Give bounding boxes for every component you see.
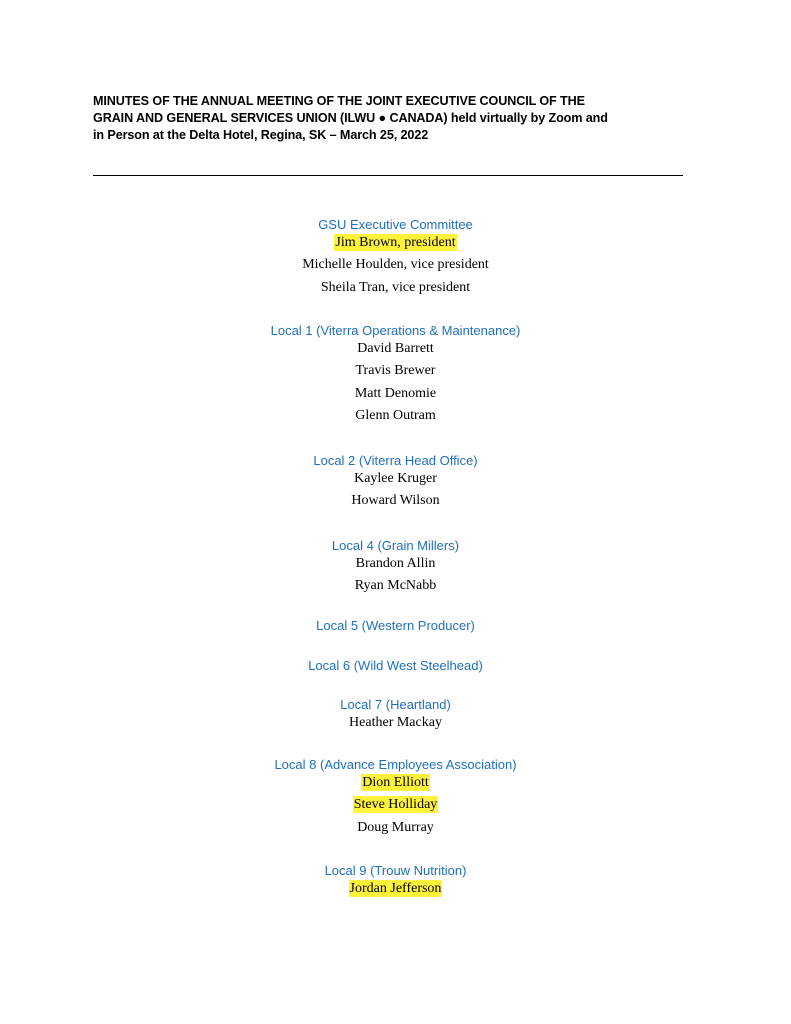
horizontal-rule [93,175,683,176]
name-text: Heather Mackay [349,715,442,730]
name-text: Kaylee Kruger [354,471,437,486]
name-text: Travis Brewer [355,363,436,379]
section-heading: Local 5 (Western Producer) [316,618,475,633]
member-name [0,406,791,426]
member-name [0,491,791,511]
section-heading: Local 1 (Viterra Operations & Maintenance) [270,323,521,338]
name-text: Ryan McNabb [354,578,437,594]
member-name [0,773,791,793]
name-text: Matt Denomie [354,385,437,401]
name-text: Brandon Allin [355,556,436,571]
section-heading: GSU Executive Committee [318,217,473,232]
section-heading: Local 6 (Wild West Steelhead) [308,658,483,673]
member-name [0,554,791,574]
name-text: Michelle Houlden, vice president [302,257,489,273]
member-name [0,576,791,596]
member-name [0,339,791,359]
member-name [0,233,791,253]
highlighted-name: Jordan Jefferson [349,881,442,896]
highlighted-name: Dion Elliott [362,775,429,790]
member-name [0,795,791,815]
name-text: Howard Wilson [351,493,440,509]
title-line: MINUTES OF THE ANNUAL MEETING OF THE JOINT EXECUTIVE COUNCIL OF THE [93,94,585,108]
member-name [0,361,791,381]
section-heading: Local 8 (Advance Employees Association) [274,757,517,772]
highlighted-name: Steve Holliday [353,797,438,813]
name-text: David Barrett [357,341,434,356]
name-text: Doug Murray [357,819,434,835]
member-name [0,278,791,298]
highlighted-name: Jim Brown, president [335,235,456,250]
title-line: in Person at the Delta Hotel, Regina, SK – March 25, 2022 [93,128,429,142]
member-name [0,818,791,838]
title-line: GRAIN AND GENERAL SERVICES UNION (ILWU ● CANADA) held virtually by Zoom and [93,111,608,125]
member-name [0,255,791,275]
member-name [0,713,791,733]
section-heading: Local 4 (Grain Millers) [331,538,460,553]
name-text: Glenn Outram [355,407,436,423]
section-heading: Local 2 (Viterra Head Office) [313,453,478,468]
member-name [0,469,791,489]
section-heading: Local 7 (Heartland) [340,697,451,712]
member-name [0,879,791,899]
section-heading: Local 9 (Trouw Nutrition) [324,863,467,878]
name-text: Sheila Tran, vice president [320,279,471,295]
document-title [93,93,693,144]
member-name [0,384,791,404]
